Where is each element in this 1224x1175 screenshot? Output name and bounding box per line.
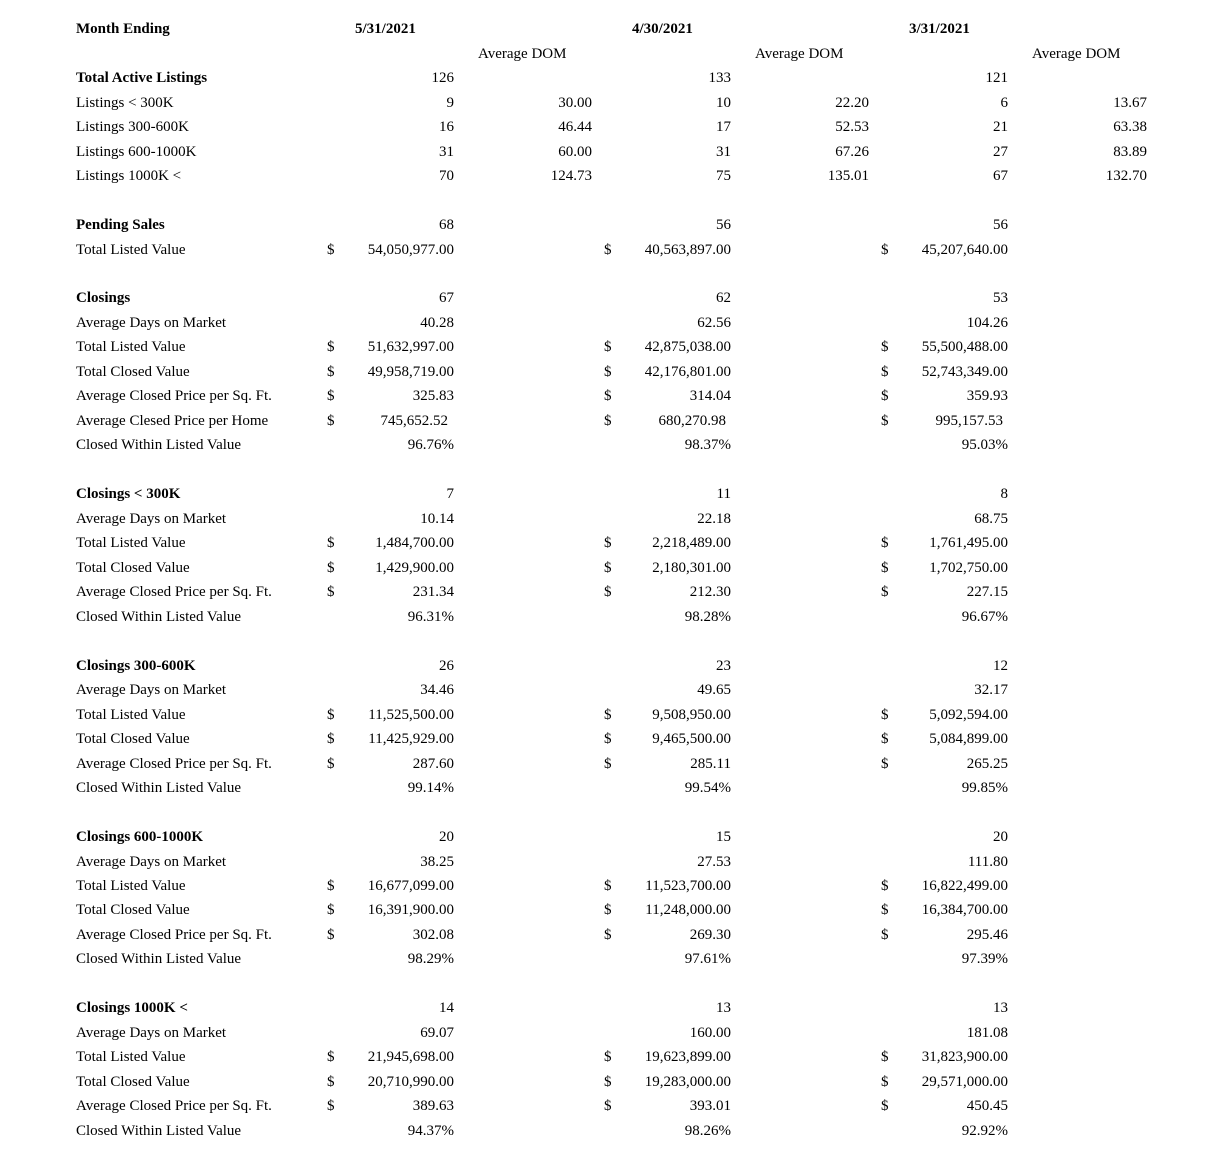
dom-cell-month-2: 67.26 (835, 144, 869, 160)
row-label: Average Days on Market (76, 315, 227, 331)
row-label: Average Closed Price per Sq. Ft. (76, 388, 272, 404)
cell-month-3: 45,207,640.00 (921, 242, 1008, 258)
row-label: Average Closed Price per Sq. Ft. (76, 1098, 272, 1114)
currency-symbol: $ (604, 1098, 612, 1114)
table-row (0, 947, 1224, 971)
cell-month-3: 31,823,900.00 (921, 1049, 1008, 1065)
cell-month-1: 11,425,929.00 (368, 731, 454, 747)
cell-month-3: 995,157.53 (935, 413, 1003, 429)
table-row (0, 1094, 1224, 1118)
cell-month-2: 97.61% (684, 951, 731, 967)
month-header-3: 3/31/2021 (909, 21, 970, 37)
total-value-1: 7 (446, 486, 454, 502)
cell-month-1: 34.46 (420, 682, 454, 698)
currency-symbol: $ (604, 902, 612, 918)
month-header-2: 4/30/2021 (632, 21, 693, 37)
row-label: Total Listed Value (76, 707, 186, 723)
row-label: Total Closed Value (76, 364, 190, 380)
currency-symbol: $ (881, 413, 889, 429)
cell-month-1: 16,391,900.00 (367, 902, 454, 918)
total-value-1: 26 (439, 658, 454, 674)
table-row (0, 1119, 1224, 1143)
currency-symbol: $ (881, 707, 889, 723)
section-title-row (0, 213, 1224, 237)
currency-symbol: $ (604, 731, 612, 747)
cell-month-3: 92.92% (961, 1123, 1008, 1139)
table-row (0, 556, 1224, 580)
currency-symbol: $ (327, 413, 335, 429)
total-value-3: 8 (1000, 486, 1008, 502)
cell-month-3: 95.03% (961, 437, 1008, 453)
row-label: Total Closed Value (76, 731, 190, 747)
cell-month-1: 54,050,977.00 (367, 242, 454, 258)
total-value-3: 56 (993, 217, 1008, 233)
cell-month-1: 1,484,700.00 (375, 535, 454, 551)
dom-cell-month-1: 60.00 (558, 144, 592, 160)
row-label: Closed Within Listed Value (76, 951, 242, 967)
table-row (0, 384, 1224, 408)
cell-month-2: 17 (716, 119, 731, 135)
currency-symbol: $ (327, 878, 335, 894)
total-value-2: 62 (716, 290, 731, 306)
row-label: Total Closed Value (76, 560, 190, 576)
currency-symbol: $ (327, 364, 335, 380)
currency-symbol: $ (327, 584, 335, 600)
dom-cell-month-3: 132.70 (1105, 168, 1147, 184)
cell-month-3: 104.26 (966, 315, 1008, 331)
table-row (0, 335, 1224, 359)
header-row (0, 17, 1224, 41)
cell-month-3: 265.25 (966, 756, 1008, 772)
currency-symbol: $ (881, 731, 889, 747)
cell-month-2: 160.00 (689, 1025, 731, 1041)
cell-month-2: 49.65 (697, 682, 731, 698)
cell-month-3: 5,092,594.00 (929, 707, 1008, 723)
dom-cell-month-1: 46.44 (558, 119, 592, 135)
currency-symbol: $ (604, 927, 612, 943)
cell-month-3: 111.80 (967, 854, 1008, 870)
currency-symbol: $ (327, 707, 335, 723)
cell-month-1: 38.25 (420, 854, 454, 870)
cell-month-2: 40,563,897.00 (644, 242, 731, 258)
currency-symbol: $ (881, 927, 889, 943)
row-label: Total Listed Value (76, 535, 186, 551)
currency-symbol: $ (881, 756, 889, 772)
currency-symbol: $ (881, 560, 889, 576)
section-title-row (0, 482, 1224, 506)
closings-title: Closings (76, 290, 131, 306)
cell-month-1: 10.14 (420, 511, 454, 527)
currency-symbol: $ (881, 878, 889, 894)
cell-month-2: 42,176,801.00 (644, 364, 731, 380)
row-label: Listings 600-1000K (76, 144, 197, 160)
table-row (0, 311, 1224, 335)
currency-symbol: $ (327, 927, 335, 943)
cell-month-1: 325.83 (412, 388, 454, 404)
currency-symbol: $ (604, 535, 612, 551)
table-row (0, 850, 1224, 874)
cell-month-2: 393.01 (689, 1098, 731, 1114)
cell-month-2: 75 (716, 168, 731, 184)
currency-symbol: $ (604, 878, 612, 894)
closings-300-600k-title: Closings 300-600K (76, 658, 196, 674)
month-ending-label: Month Ending (76, 21, 170, 37)
dom-cell-month-2: 22.20 (835, 95, 869, 111)
row-label: Average Days on Market (76, 511, 227, 527)
currency-symbol: $ (604, 560, 612, 576)
active-listings-title: Total Active Listings (76, 70, 208, 86)
cell-month-3: 16,822,499.00 (921, 878, 1008, 894)
cell-month-2: 19,283,000.00 (644, 1074, 731, 1090)
dom-cell-month-2: 52.53 (835, 119, 869, 135)
total-value-2: 11 (716, 486, 731, 502)
cell-month-2: 2,218,489.00 (652, 535, 731, 551)
currency-symbol: $ (881, 1098, 889, 1114)
section-title-row (0, 66, 1224, 90)
row-label: Closed Within Listed Value (76, 609, 242, 625)
currency-symbol: $ (604, 242, 612, 258)
dom-cell-month-2: 135.01 (827, 168, 869, 184)
dom-cell-month-3: 83.89 (1113, 144, 1147, 160)
cell-month-2: 9,508,950.00 (652, 707, 731, 723)
row-label: Total Closed Value (76, 1074, 190, 1090)
cell-month-3: 32.17 (974, 682, 1008, 698)
cell-month-2: 314.04 (689, 388, 731, 404)
cell-month-2: 11,248,000.00 (645, 902, 731, 918)
cell-month-2: 11,523,700.00 (645, 878, 731, 894)
row-label: Average Days on Market (76, 682, 227, 698)
table-row (0, 605, 1224, 629)
dom-cell-month-3: 13.67 (1113, 95, 1147, 111)
average-dom-header-1: Average DOM (478, 46, 567, 62)
table-row (0, 507, 1224, 531)
currency-symbol: $ (881, 584, 889, 600)
row-label: Closed Within Listed Value (76, 437, 242, 453)
cell-month-1: 99.14% (407, 780, 454, 796)
currency-symbol: $ (881, 242, 889, 258)
table-row (0, 164, 1224, 188)
cell-month-1: 16,677,099.00 (367, 878, 454, 894)
cell-month-2: 269.30 (689, 927, 731, 943)
table-row (0, 115, 1224, 139)
currency-symbol: $ (881, 535, 889, 551)
currency-symbol: $ (881, 388, 889, 404)
cell-month-3: 68.75 (974, 511, 1008, 527)
row-label: Average Closed Price per Sq. Ft. (76, 584, 272, 600)
cell-month-1: 11,525,500.00 (368, 707, 454, 723)
total-value-3: 13 (993, 1000, 1008, 1016)
total-value-1: 68 (439, 217, 454, 233)
row-label: Total Listed Value (76, 878, 186, 894)
currency-symbol: $ (604, 584, 612, 600)
cell-month-2: 99.54% (684, 780, 731, 796)
cell-month-1: 231.34 (412, 584, 454, 600)
cell-month-3: 359.93 (966, 388, 1008, 404)
cell-month-3: 52,743,349.00 (921, 364, 1008, 380)
cell-month-1: 69.07 (420, 1025, 454, 1041)
total-value-2: 15 (716, 829, 731, 845)
cell-month-3: 5,084,899.00 (929, 731, 1008, 747)
row-label: Total Closed Value (76, 902, 190, 918)
currency-symbol: $ (327, 560, 335, 576)
total-value-3: 53 (993, 290, 1008, 306)
cell-month-3: 55,500,488.00 (921, 339, 1008, 355)
cell-month-3: 27 (993, 144, 1008, 160)
cell-month-1: 51,632,997.00 (367, 339, 454, 355)
currency-symbol: $ (881, 1049, 889, 1065)
cell-month-2: 212.30 (689, 584, 731, 600)
currency-symbol: $ (881, 339, 889, 355)
total-value-1: 126 (431, 70, 454, 86)
table-row (0, 433, 1224, 457)
currency-symbol: $ (327, 1049, 335, 1065)
currency-symbol: $ (604, 413, 612, 429)
cell-month-3: 21 (993, 119, 1008, 135)
row-label: Listings 300-600K (76, 119, 189, 135)
currency-symbol: $ (327, 902, 335, 918)
table-row (0, 1070, 1224, 1094)
cell-month-3: 1,761,495.00 (929, 535, 1008, 551)
table-row (0, 1021, 1224, 1045)
cell-month-2: 98.26% (684, 1123, 731, 1139)
currency-symbol: $ (604, 364, 612, 380)
cell-month-3: 96.67% (961, 609, 1008, 625)
row-label: Total Listed Value (76, 339, 186, 355)
cell-month-2: 9,465,500.00 (652, 731, 731, 747)
row-label: Average Closed Price per Sq. Ft. (76, 756, 272, 772)
cell-month-1: 16 (439, 119, 454, 135)
cell-month-2: 62.56 (697, 315, 731, 331)
row-label: Closed Within Listed Value (76, 780, 242, 796)
cell-month-1: 96.31% (407, 609, 454, 625)
dom-cell-month-3: 63.38 (1113, 119, 1147, 135)
cell-month-2: 27.53 (697, 854, 731, 870)
row-label: Listings < 300K (76, 95, 174, 111)
cell-month-3: 67 (993, 168, 1008, 184)
cell-month-1: 70 (439, 168, 454, 184)
cell-month-1: 1,429,900.00 (375, 560, 454, 576)
average-dom-header-3: Average DOM (1032, 46, 1121, 62)
currency-symbol: $ (327, 535, 335, 551)
table-row (0, 727, 1224, 751)
currency-symbol: $ (604, 1049, 612, 1065)
cell-month-3: 97.39% (961, 951, 1008, 967)
table-row (0, 1045, 1224, 1069)
currency-symbol: $ (327, 339, 335, 355)
table-row (0, 752, 1224, 776)
dom-cell-month-1: 30.00 (558, 95, 592, 111)
cell-month-2: 31 (716, 144, 731, 160)
dom-cell-month-1: 124.73 (550, 168, 592, 184)
cell-month-2: 22.18 (697, 511, 731, 527)
cell-month-1: 389.63 (412, 1098, 454, 1114)
table-row (0, 238, 1224, 262)
cell-month-2: 98.28% (684, 609, 731, 625)
cell-month-2: 42,875,038.00 (644, 339, 731, 355)
row-label: Average Closed Price per Sq. Ft. (76, 927, 272, 943)
total-value-3: 12 (993, 658, 1008, 674)
table-row (0, 409, 1224, 433)
row-label: Average Clesed Price per Home (76, 413, 269, 429)
table-row (0, 91, 1224, 115)
currency-symbol: $ (881, 364, 889, 380)
cell-month-1: 98.29% (407, 951, 454, 967)
pending-sales-title: Pending Sales (76, 217, 165, 233)
average-dom-header-2: Average DOM (755, 46, 844, 62)
currency-symbol: $ (604, 388, 612, 404)
currency-symbol: $ (327, 731, 335, 747)
table-row (0, 360, 1224, 384)
row-label: Total Listed Value (76, 1049, 186, 1065)
cell-month-3: 295.46 (966, 927, 1008, 943)
row-label: Listings 1000K < (76, 168, 182, 184)
row-label: Average Days on Market (76, 854, 227, 870)
currency-symbol: $ (327, 1074, 335, 1090)
cell-month-1: 31 (439, 144, 454, 160)
total-value-1: 14 (439, 1000, 454, 1016)
section-title-row (0, 286, 1224, 310)
closings-under-300k-title: Closings < 300K (76, 486, 181, 502)
cell-month-3: 1,702,750.00 (929, 560, 1008, 576)
total-value-3: 20 (993, 829, 1008, 845)
row-label: Closed Within Listed Value (76, 1123, 242, 1139)
cell-month-1: 745,652.52 (380, 413, 448, 429)
cell-month-2: 285.11 (690, 756, 731, 772)
table-row (0, 678, 1224, 702)
cell-month-2: 98.37% (684, 437, 731, 453)
cell-month-1: 9 (446, 95, 454, 111)
month-header-1: 5/31/2021 (355, 21, 416, 37)
total-value-2: 23 (716, 658, 731, 674)
total-value-3: 121 (985, 70, 1008, 86)
table-row (0, 703, 1224, 727)
total-value-2: 56 (716, 217, 731, 233)
cell-month-3: 227.15 (966, 584, 1008, 600)
table-row (0, 531, 1224, 555)
cell-month-2: 680,270.98 (658, 413, 726, 429)
section-title-row (0, 654, 1224, 678)
total-value-1: 67 (439, 290, 454, 306)
row-label: Average Days on Market (76, 1025, 227, 1041)
table-row (0, 898, 1224, 922)
closings-600-1000k-title: Closings 600-1000K (76, 829, 204, 845)
cell-month-2: 10 (716, 95, 731, 111)
currency-symbol: $ (327, 242, 335, 258)
currency-symbol: $ (327, 388, 335, 404)
cell-month-1: 302.08 (412, 927, 454, 943)
currency-symbol: $ (327, 756, 335, 772)
total-value-1: 20 (439, 829, 454, 845)
closings-over-1000k-title: Closings 1000K < (76, 1000, 188, 1016)
total-value-2: 133 (708, 70, 731, 86)
dom-header-row (0, 42, 1224, 66)
cell-month-1: 20,710,990.00 (367, 1074, 454, 1090)
section-title-row (0, 996, 1224, 1020)
cell-month-3: 450.45 (966, 1098, 1008, 1114)
table-row (0, 776, 1224, 800)
section-title-row (0, 825, 1224, 849)
cell-month-1: 287.60 (412, 756, 454, 772)
table-row (0, 874, 1224, 898)
cell-month-1: 96.76% (407, 437, 454, 453)
cell-month-3: 181.08 (966, 1025, 1008, 1041)
table-row (0, 923, 1224, 947)
cell-month-1: 94.37% (407, 1123, 454, 1139)
cell-month-1: 40.28 (420, 315, 454, 331)
cell-month-3: 16,384,700.00 (921, 902, 1008, 918)
cell-month-3: 99.85% (961, 780, 1008, 796)
cell-month-2: 2,180,301.00 (652, 560, 731, 576)
currency-symbol: $ (881, 902, 889, 918)
currency-symbol: $ (604, 1074, 612, 1090)
currency-symbol: $ (604, 707, 612, 723)
cell-month-3: 6 (1000, 95, 1008, 111)
total-value-2: 13 (716, 1000, 731, 1016)
cell-month-1: 49,958,719.00 (367, 364, 454, 380)
cell-month-2: 19,623,899.00 (644, 1049, 731, 1065)
currency-symbol: $ (327, 1098, 335, 1114)
table-row (0, 140, 1224, 164)
table-row (0, 580, 1224, 604)
cell-month-1: 21,945,698.00 (367, 1049, 454, 1065)
row-label: Total Listed Value (76, 242, 186, 258)
cell-month-3: 29,571,000.00 (921, 1074, 1008, 1090)
currency-symbol: $ (881, 1074, 889, 1090)
currency-symbol: $ (604, 756, 612, 772)
currency-symbol: $ (604, 339, 612, 355)
